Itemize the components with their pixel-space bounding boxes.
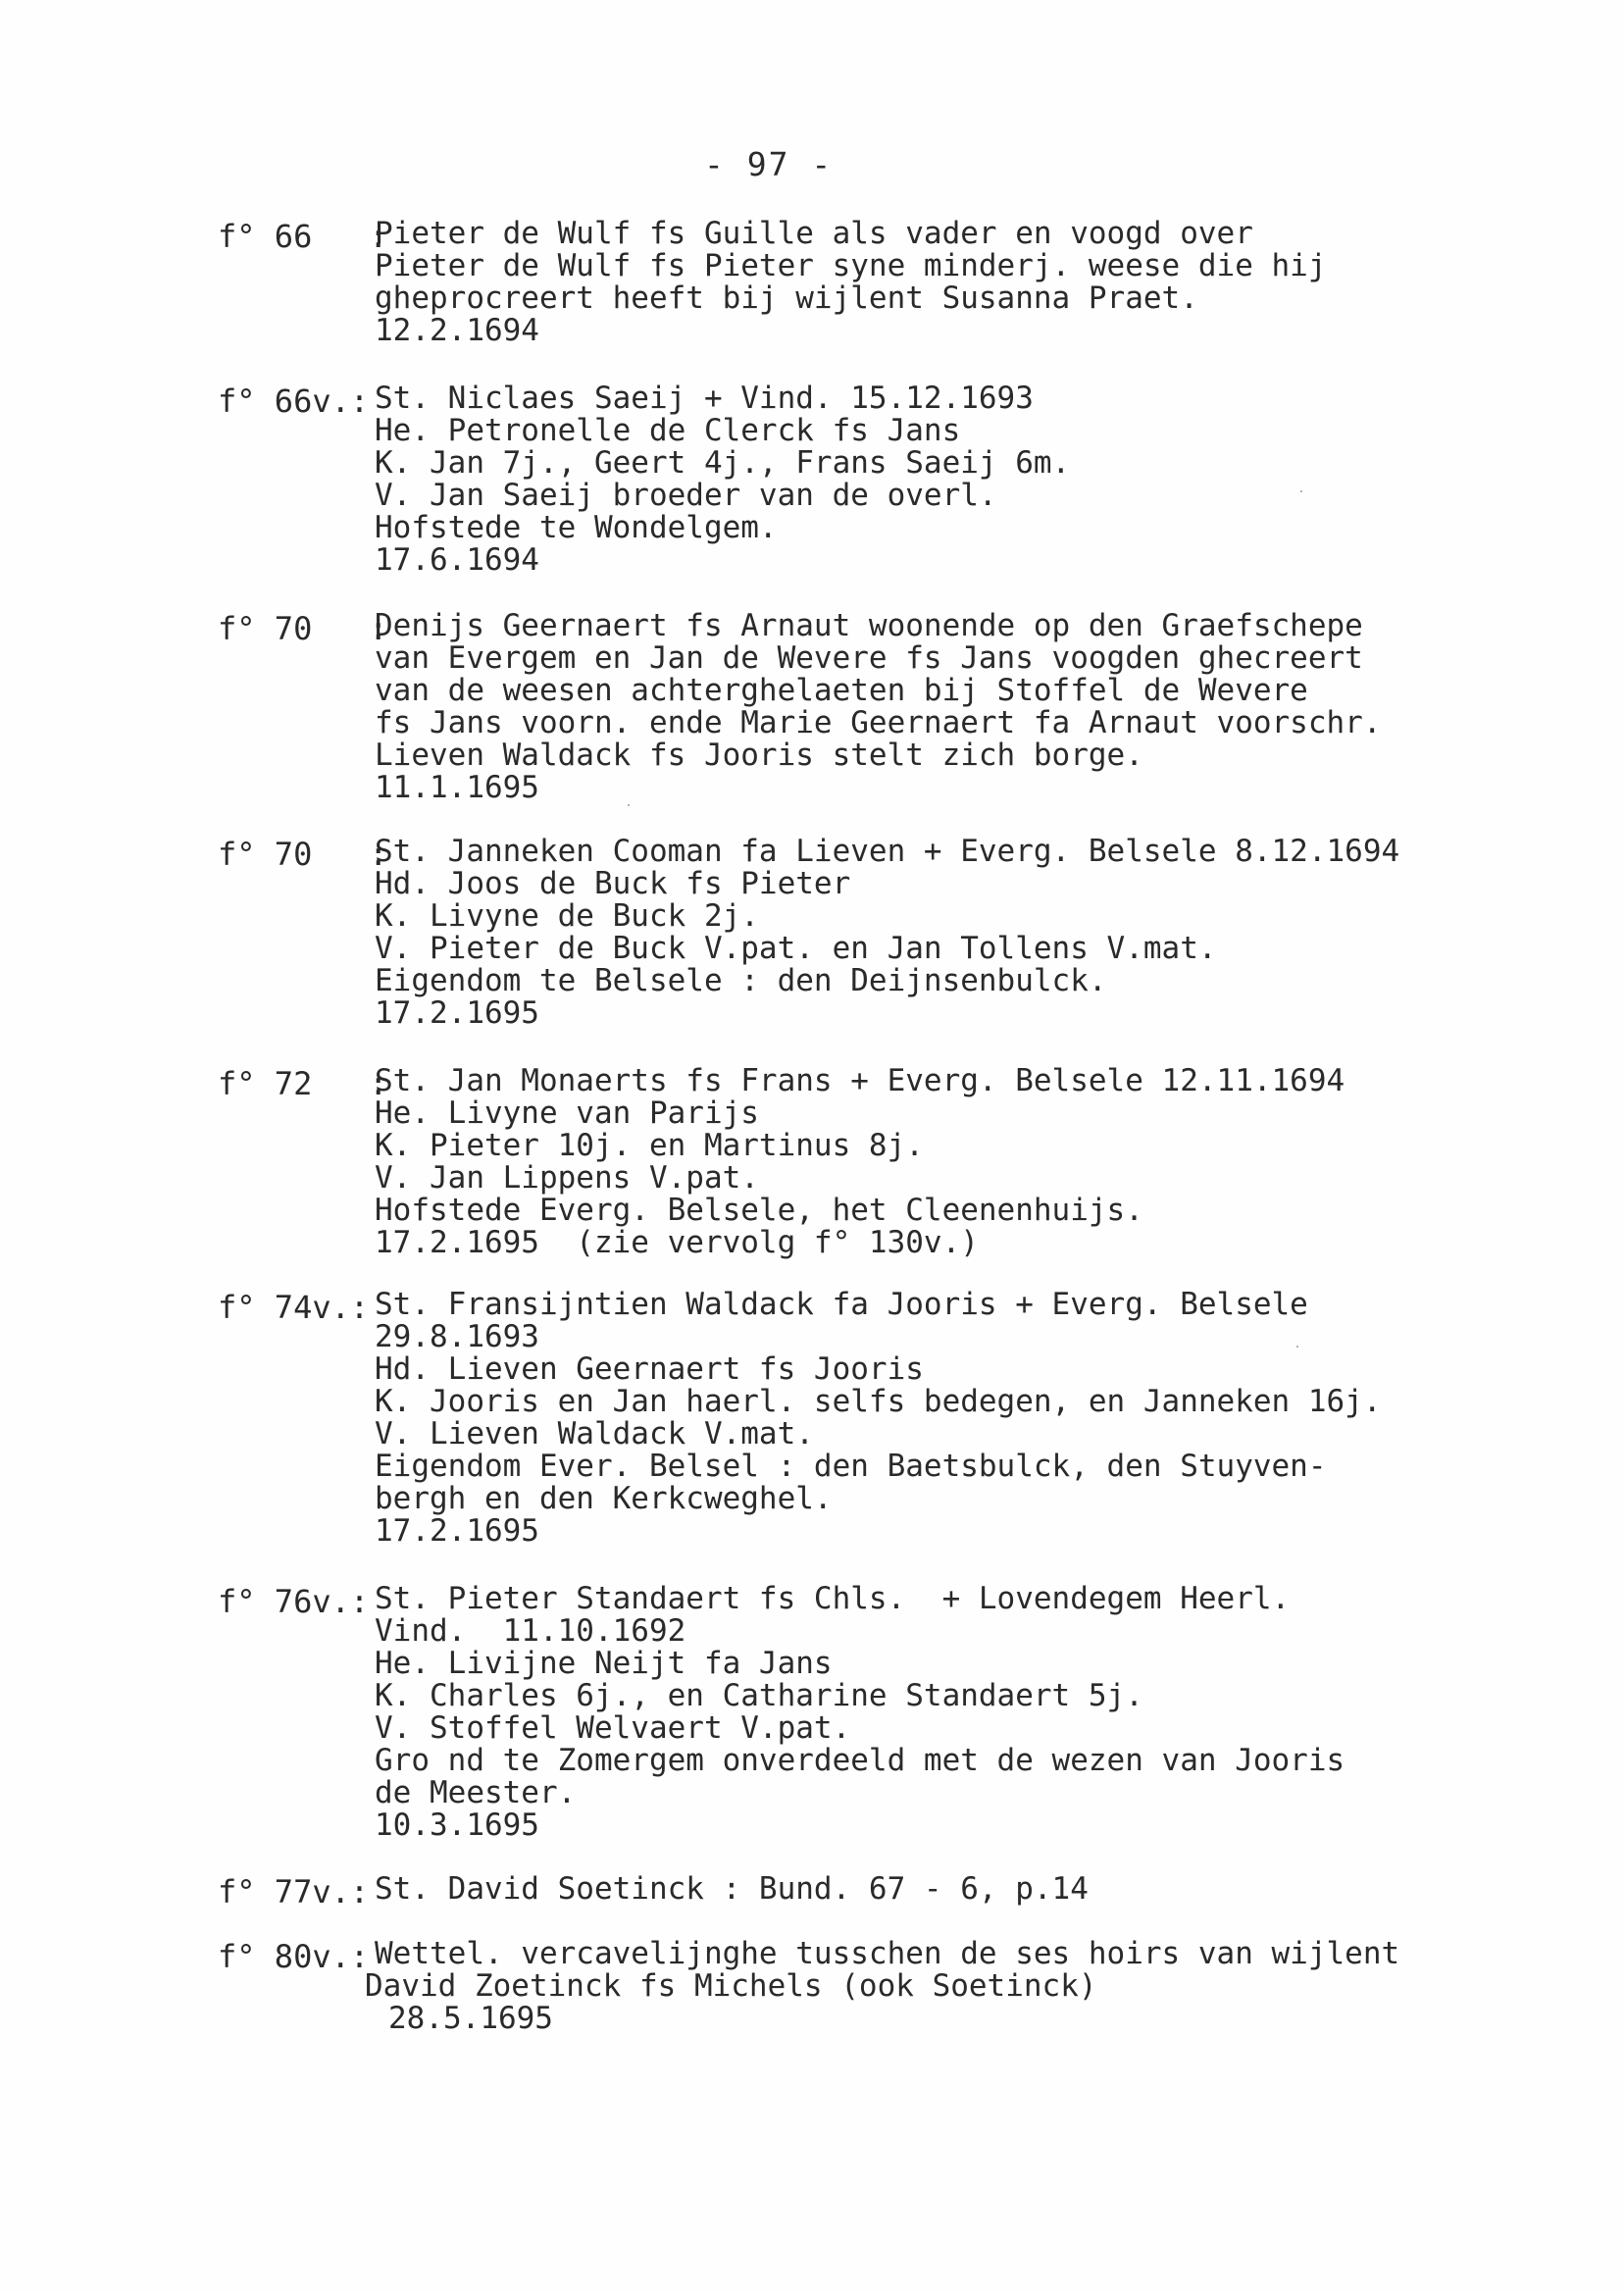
folio-reference: f° 77v.: [218, 1873, 370, 1910]
entry-line: St. Jan Monaerts fs Frans + Everg. Belsele 12.11.1694 [375, 1063, 1345, 1098]
entry-line: bergh en den Kerkcweghel. [375, 1481, 833, 1516]
folio-reference: f° 80v.: [218, 1938, 370, 1975]
folio-reference: f° 70 : [218, 610, 388, 647]
entry-date: 17.2.1695 (zie vervolg f° 130v.) [375, 1225, 979, 1260]
entry-date: 17.2.1695 [375, 1513, 539, 1549]
entry-date: 10.3.1695 [375, 1807, 539, 1843]
entry-line: Hd. Joos de Buck fs Pieter [375, 866, 851, 901]
scan-speck [1300, 490, 1302, 492]
entry-date: 28.5.1695 [388, 2001, 553, 2036]
entry-line: Eigendom te Belsele : den Deijnsenbulck. [375, 963, 1107, 998]
scan-speck [628, 804, 630, 806]
entry-line: V. Pieter de Buck V.pat. en Jan Tollens V.mat. [375, 931, 1217, 966]
entry-line: V. Jan Lippens V.pat. [375, 1160, 759, 1196]
entry-line: St. David Soetinck : Bund. 67 - 6, p.14 [375, 1871, 1089, 1907]
folio-reference: f° 76v.: [218, 1583, 370, 1620]
folio-reference: f° 70 : [218, 836, 388, 873]
entry-line: Lieven Waldack fs Jooris stelt zich borge. [375, 738, 1143, 773]
entry-line: Hofstede te Wondelgem. [375, 510, 778, 545]
entry-line: gheprocreert heeft bij wijlent Susanna Praet. [375, 280, 1198, 316]
entry-line: Vind. 11.10.1692 [375, 1613, 686, 1649]
entry-line: 29.8.1693 [375, 1319, 539, 1354]
entry-line: K. Charles 6j., en Catharine Standaert 5j. [375, 1678, 1143, 1713]
entry-line: K. Livyne de Buck 2j. [375, 898, 759, 934]
entry-line: St. Niclaes Saeij + Vind. 15.12.1693 [375, 381, 1034, 416]
entry-line: fs Jans voorn. ende Marie Geernaert fa Arnaut voorschr. [375, 705, 1382, 740]
entry-line: V. Lieven Waldack V.mat. [375, 1416, 814, 1451]
entry-line: Gro nd te Zomergem onverdeeld met de wezen van Jooris [375, 1743, 1345, 1778]
entry-line: van de weesen achterghelaeten bij Stoffel de Wevere [375, 673, 1308, 708]
entry-line: K. Jan 7j., Geert 4j., Frans Saeij 6m. [375, 445, 1071, 481]
entry-line: Eigendom Ever. Belsel : den Baetsbulck, den Stuyven- [375, 1449, 1327, 1484]
entry-line: St. Janneken Cooman fa Lieven + Everg. Belsele 8.12.1694 [375, 834, 1400, 869]
entry-line: St. Fransijntien Waldack fa Jooris + Everg. Belsele [375, 1287, 1308, 1322]
folio-reference: f° 66v.: [218, 382, 370, 420]
entry-date: 11.1.1695 [375, 770, 539, 805]
entry-date: 17.6.1694 [375, 542, 539, 578]
entry-line: Pieter de Wulf fs Pieter syne minderj. weese die hij [375, 248, 1327, 283]
entry-line: K. Jooris en Jan haerl. selfs bedegen, en Janneken 16j. [375, 1384, 1382, 1419]
entry-line: Hd. Lieven Geernaert fs Jooris [375, 1351, 924, 1387]
entry-line: Denijs Geernaert fs Arnaut woonende op den Graefschepe [375, 608, 1363, 643]
entry-line: He. Livijne Neijt fa Jans [375, 1646, 833, 1681]
entry-line: Wettel. vercavelijnghe tusschen de ses hoirs van wijlent [375, 1936, 1400, 1971]
entry-line: Hofstede Everg. Belsele, het Cleenenhuijs. [375, 1193, 1143, 1228]
entry-line: van Evergem en Jan de Wevere fs Jans voogden ghecreert [375, 640, 1363, 676]
entry-date: 17.2.1695 [375, 995, 539, 1031]
folio-reference: f° 72 : [218, 1065, 388, 1102]
entry-line: V. Stoffel Welvaert V.pat. [375, 1710, 851, 1746]
scan-speck [1296, 1346, 1298, 1348]
entry-line: David Zoetinck fs Michels (ook Soetinck) [365, 1968, 1097, 2004]
entry-line: Pieter de Wulf fs Guille als vader en voogd over [375, 216, 1253, 251]
entry-line: de Meester. [375, 1775, 577, 1810]
page-number: - 97 - [704, 145, 834, 183]
entry-line: He. Petronelle de Clerck fs Jans [375, 413, 961, 448]
entry-line: K. Pieter 10j. en Martinus 8j. [375, 1128, 924, 1163]
entry-line: V. Jan Saeij broeder van de overl. [375, 478, 997, 513]
entry-line: St. Pieter Standaert fs Chls. + Lovendegem Heerl. [375, 1581, 1291, 1616]
folio-reference: f° 74v.: [218, 1289, 370, 1326]
folio-reference: f° 66 : [218, 218, 388, 255]
entry-date: 12.2.1694 [375, 313, 539, 348]
entry-line: He. Livyne van Parijs [375, 1095, 759, 1131]
